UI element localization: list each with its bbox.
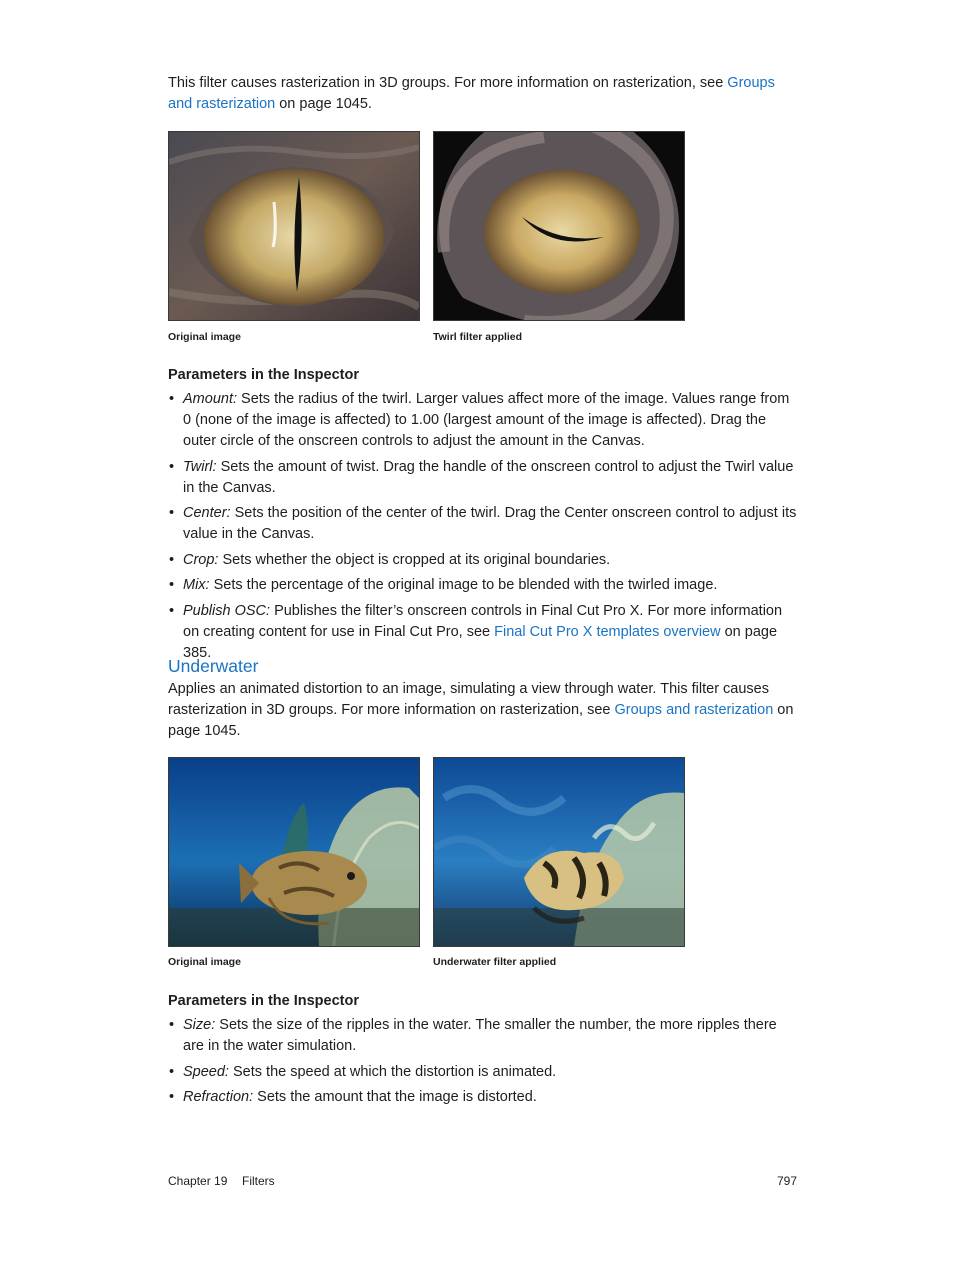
underwater-paragraph: [168, 679, 798, 742]
param-desc: Sets the size of the ripples in the water. The smaller the number, the more ripples there are in the water simulation.: [183, 1017, 777, 1054]
list-item: [168, 1015, 798, 1057]
param-term: Mix:: [183, 577, 210, 593]
list-item: [168, 503, 798, 545]
bullet-icon: •: [169, 1089, 175, 1105]
groups-rasterization-link-2[interactable]: Groups and rasterization: [614, 702, 774, 718]
underwater-heading: Underwater: [168, 656, 259, 676]
footer-chapter: Chapter 19: [168, 1174, 228, 1188]
param-term: Twirl:: [183, 458, 217, 475]
underwater-text-before: Applies an animated distortion to an image, simulating a view through water. This filter causes rasterization in 3D groups. For more information on rasterization, see: [168, 681, 769, 718]
page-number: 797: [777, 1174, 798, 1188]
intro-text-after: on page 1045.: [275, 96, 372, 112]
reef-fish-underwater-image: [433, 757, 685, 947]
param-desc: Sets the position of the center of the twirl. Drag the Center onscreen control to adjust its value in the Canvas.: [183, 505, 797, 542]
param-desc: Sets the speed at which the distortion is animated.: [228, 1063, 557, 1080]
groups-rasterization-link[interactable]: Groups and rasterization: [168, 75, 775, 112]
bullet-icon: •: [169, 391, 175, 407]
list-item: [168, 601, 798, 664]
list-item: [168, 575, 798, 596]
underwater-text-after: on page 1045.: [168, 702, 794, 739]
param-term: Center:: [183, 505, 231, 521]
param-term: Speed:: [183, 1063, 229, 1080]
list-item: [168, 1062, 798, 1083]
twirl-applied-caption: Twirl filter applied: [433, 331, 523, 343]
footer-section-link[interactable]: Filters: [242, 1174, 275, 1188]
underwater-params-heading: Parameters in the Inspector: [168, 993, 359, 1009]
twirl-params-heading: Parameters in the Inspector: [168, 367, 359, 383]
intro-paragraph: [168, 73, 798, 115]
twirl-original-caption: Original image: [168, 331, 241, 343]
param-desc: Sets the percentage of the original image to be blended with the twirled image.: [209, 577, 718, 593]
intro-text-before: This filter causes rasterization in 3D groups. For more information on rasterization, see: [168, 75, 728, 91]
underwater-params-list: [168, 1015, 798, 1113]
bullet-icon: •: [169, 1063, 175, 1080]
bullet-icon: •: [169, 458, 175, 475]
bullet-icon: •: [169, 602, 175, 619]
bullet-icon: •: [169, 1017, 175, 1033]
crocodile-eye-original-image: [168, 131, 420, 321]
list-item: [168, 457, 798, 499]
param-desc: Sets the amount that the image is distorted.: [253, 1089, 537, 1105]
param-term: Refraction:: [183, 1089, 254, 1105]
crocodile-eye-twirl-image: [433, 131, 685, 321]
fcp-templates-link[interactable]: Final Cut Pro X templates overview: [494, 623, 721, 640]
param-desc: Sets whether the object is cropped at its original boundaries.: [218, 551, 611, 568]
param-desc: Publishes the filter’s onscreen controls in Final Cut Pro X. For more information on creating content for use in Final Cut Pro, see: [183, 602, 783, 640]
param-term: Publish OSC:: [183, 602, 271, 619]
param-desc-after: on page 385.: [183, 623, 778, 661]
list-item: [168, 550, 798, 571]
bullet-icon: •: [169, 551, 175, 568]
param-term: Amount:: [183, 391, 237, 407]
bullet-icon: •: [169, 505, 175, 521]
param-desc: Sets the radius of the twirl. Larger values affect more of the image. Values range from 0 (none of the image is affected) to 1.00 (largest amount of the image is affected). Drag the outer circle of the onscreen controls to adjust the amount in the Canvas.: [183, 391, 790, 449]
list-item: [168, 389, 798, 452]
twirl-params-list: [168, 389, 798, 668]
underwater-applied-caption: Underwater filter applied: [433, 956, 557, 968]
param-term: Size:: [183, 1017, 216, 1033]
param-desc: Sets the amount of twist. Drag the handle of the onscreen control to adjust the Twirl value in the Canvas.: [183, 458, 794, 496]
reef-fish-original-image: [168, 757, 420, 947]
param-term: Crop:: [183, 551, 219, 568]
bullet-icon: •: [169, 577, 175, 593]
list-item: [168, 1087, 798, 1108]
underwater-original-caption: Original image: [168, 956, 241, 968]
